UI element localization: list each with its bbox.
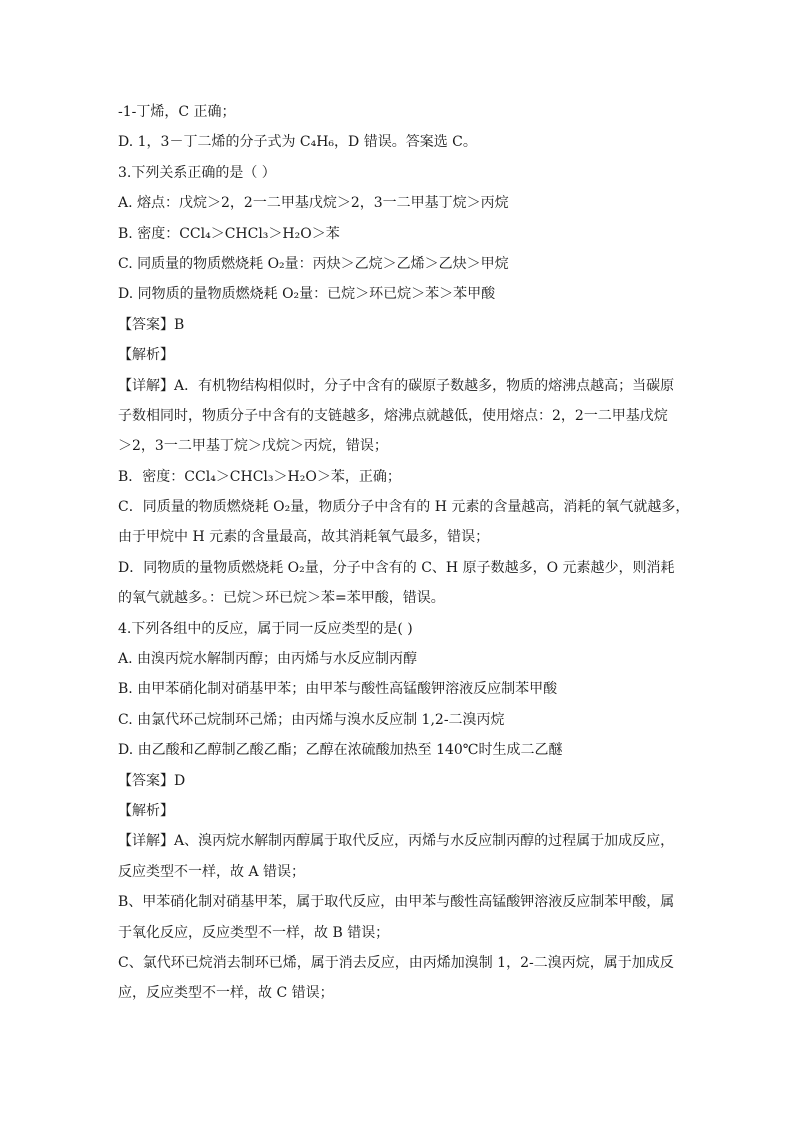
question-3-stem: 3.下列关系正确的是（ ） [118,164,276,181]
analysis-label: 【解析】 [118,347,174,364]
option-b: B. 密度：CCl₄＞CHCl₃＞H₂O＞苯 [118,225,340,242]
option-c: C. 同质量的物质燃烧耗 O₂量：丙炔＞乙烷＞乙烯＞乙炔＞甲烷 [118,255,509,272]
explanation-line: D．同物质的量物质燃烧耗 O₂量，分子中含有的 C、H 原子数越多，O 元素越少，则消耗 [118,559,675,576]
question-4-stem: 4.下列各组中的反应，属于同一反应类型的是( ) [118,620,413,637]
text-line: D. 1，3－丁二烯的分子式为 C₄H₆，D 错误。答案选 C。 [118,134,477,151]
explanation-line: 反应类型不一样，故 A 错误； [118,863,306,880]
option-c: C. 由氯代环己烷制环己烯；由丙烯与溴水反应制 1,2-二溴丙烷 [118,711,505,728]
option-a: A. 熔点：戊烷＞2，2一二甲基戊烷＞2，3一二甲基丁烷＞丙烷 [118,195,509,212]
option-d: D. 由乙酸和乙醇制乙酸乙酯；乙醇在浓硫酸加热至 140℃时生成二乙醚 [118,742,563,759]
explanation-line: B．密度：CCl₄＞CHCl₃＞H₂O＞苯，正确； [118,468,401,485]
explanation-line: 【详解】A．有机物结构相似时，分子中含有的碳原子数越多，物质的熔沸点越高；当碳原 [118,377,675,394]
explanation-line: 应，反应类型不一样，故 C 错误； [118,985,334,1002]
explanation-line: 于氧化反应，反应类型不一样，故 B 错误； [118,924,390,941]
explanation-line: 子数相同时，物质分子中含有的支链越多，熔沸点就越低，使用熔点：2，2一二甲基戊烷 [118,407,668,424]
explanation-line: 的氧气就越多。：已烷＞环已烷＞苯=苯甲酸，错误。 [118,590,445,607]
explanation-line: 【详解】A、溴丙烷水解制丙醇属于取代反应，丙烯与水反应制丙醇的过程属于加成反应， [118,833,675,850]
document-body [118,102,690,1014]
explanation-line: 由于甲烷中 H 元素的含量最高，故其消耗氧气最多，错误； [118,529,490,546]
option-d: D. 同物质的量物质燃烧耗 O₂量：已烷＞环已烷＞苯＞苯甲酸 [118,286,496,303]
explanation-line: ＞2，3一二甲基丁烷＞戊烷＞丙烷，错误； [118,438,388,455]
answer-label: 【答案】D [118,772,186,789]
text-line: -1-丁烯，C 正确； [118,104,236,120]
analysis-label: 【解析】 [118,802,174,819]
explanation-line: B、甲苯硝化制对硝基甲苯，属于取代反应，由甲苯与酸性高锰酸钾溶液反应制苯甲酸，属 [118,894,675,911]
option-b: B. 由甲苯硝化制对硝基甲苯；由甲苯与酸性高锰酸钾溶液反应制苯甲酸 [118,681,558,698]
explanation-line: C．同质量的物质燃烧耗 O₂量，物质分子中含有的 H 元素的含量越高，消耗的氧气就越多， [118,499,690,516]
explanation-line: C、氯代环已烷消去制环已烯，属于消去反应，由丙烯加溴制 1，2-二溴丙烷，属于加成反 [118,954,674,971]
option-a: A. 由溴丙烷水解制丙醇；由丙烯与水反应制丙醇 [118,651,418,668]
answer-label: 【答案】B [118,316,185,333]
